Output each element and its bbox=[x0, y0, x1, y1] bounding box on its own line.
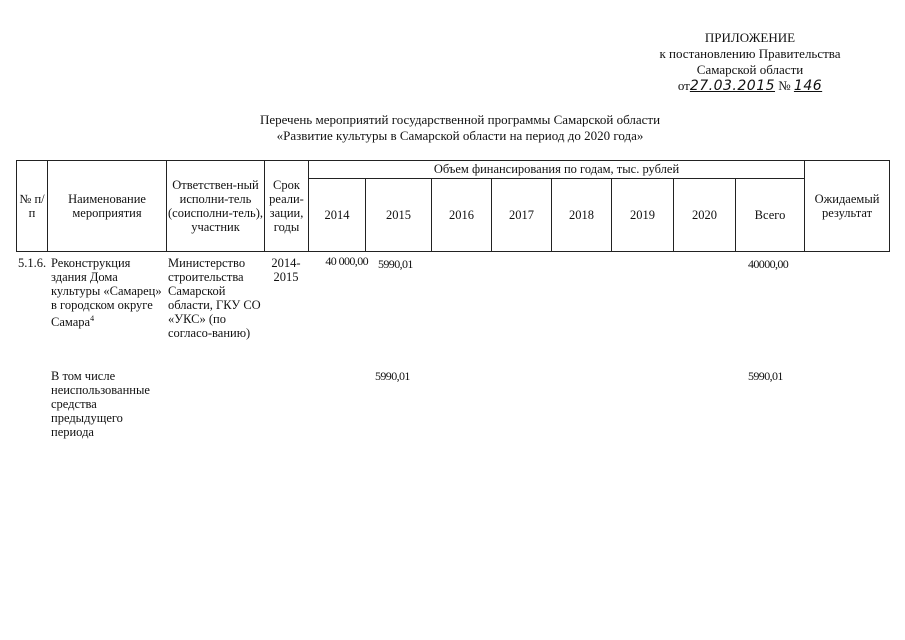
program-table-header bbox=[16, 160, 890, 252]
appendix-region-line: Самарской области bbox=[696, 62, 804, 77]
col-border bbox=[889, 160, 890, 252]
row-name: В том числе неиспользованные средства предыдущего периода bbox=[51, 369, 150, 439]
row-value-total: 40000,00 bbox=[748, 257, 789, 271]
appendix-resolution-line: к постановлению Правительства bbox=[659, 46, 841, 61]
appendix-date-line bbox=[620, 78, 880, 94]
col-header-year-2019: 2019 bbox=[630, 208, 655, 222]
col-header-year-2014: 2014 bbox=[324, 208, 350, 222]
document-title-line-2: «Развитие культуры в Самарской области на период до 2020 года» bbox=[276, 128, 644, 143]
col-header-funding-group: Объем финансирования по годам, тыс. рублей bbox=[433, 162, 680, 176]
col-header-year-2016: 2016 bbox=[449, 208, 474, 222]
appendix-header bbox=[620, 30, 880, 94]
col-header-term: Срок реали-зации, годы bbox=[269, 177, 304, 234]
table-header-bottom-border bbox=[16, 251, 890, 252]
col-header-executor: Ответствен-ный исполни-тель (соисполни-тель), участник bbox=[168, 177, 263, 234]
row-executor: Министерство строительства Самарской области, ГКУ СО «УКС» (по согласо-ванию) bbox=[168, 256, 261, 340]
row-value-total: 5990,01 bbox=[748, 369, 783, 383]
col-header-result: Ожидаемый результат bbox=[814, 191, 880, 220]
handwritten-date: 27.03.2015 bbox=[689, 78, 776, 94]
col-header-year-2015: 2015 bbox=[386, 208, 411, 222]
col-header-name: Наименование мероприятия bbox=[68, 191, 146, 220]
row-name-text: Реконструкция здания Дома культуры «Самарец» в городском округе Самара bbox=[51, 256, 162, 330]
document-title bbox=[130, 112, 790, 144]
col-header-total: Всего bbox=[754, 208, 786, 222]
col-header-year-2018: 2018 bbox=[569, 208, 594, 222]
col-header-year-2020: 2020 bbox=[692, 208, 717, 222]
date-prefix: от bbox=[677, 78, 690, 93]
col-header-num: № п/п bbox=[19, 191, 45, 220]
row-value-2015: 5990,01 bbox=[375, 369, 410, 383]
row-name bbox=[51, 256, 169, 329]
document-title-line-1: Перечень мероприятий государственной программы Самарской области bbox=[259, 112, 661, 127]
col-header-year-2017: 2017 bbox=[509, 208, 534, 222]
number-prefix: № bbox=[778, 78, 791, 93]
row-name-footnote: 4 bbox=[90, 314, 95, 323]
row-term: 2014-2015 bbox=[271, 256, 301, 284]
row-value-2014: 40 000,00 bbox=[325, 254, 368, 268]
handwritten-number: 146 bbox=[793, 78, 823, 94]
row-value-2015: 5990,01 bbox=[378, 257, 413, 271]
row-num: 5.1.6. bbox=[18, 256, 47, 270]
appendix-title: ПРИЛОЖЕНИЕ bbox=[704, 30, 796, 45]
